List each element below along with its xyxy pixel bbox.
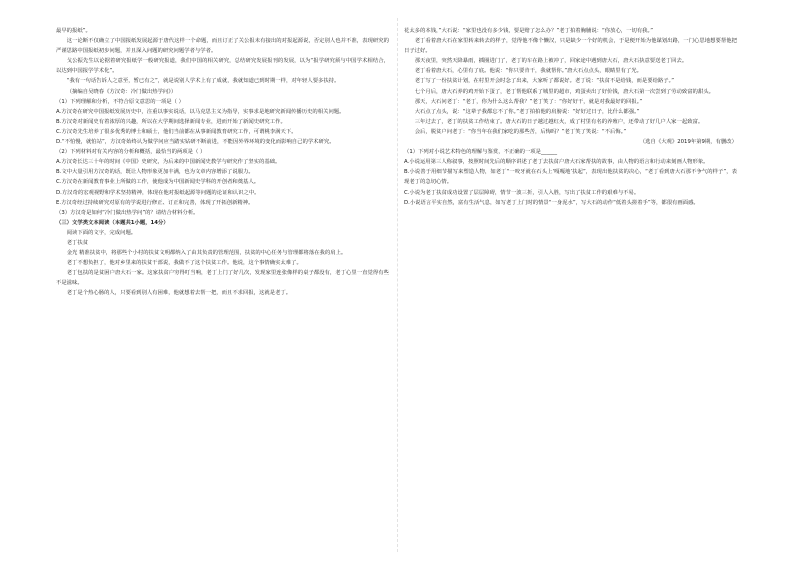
left-column: [56, 26, 389, 299]
left-paragraph: D.方汉奇的宏观视野和学术坚持精神，体现在他对报纸起源等问题的论证和认识之中。: [56, 189, 260, 196]
left-paragraph: 老丁不想负担了，他对乡里来的扶贫干部说，我做不了这个扶贫工作。他说，这个事情确实太难了。: [66, 260, 302, 267]
left-paragraph: 老丁扶贫: [66, 239, 89, 246]
left-paragraph: “我有一句话告诉人之意至，暂已有之”，就是说别人学术上有了成就，我就知道已到时期一样，对年轻人要多扶持。: [66, 78, 340, 85]
left-paragraph: 金光 精准扶贫中，将那些个小村的扶贫文明都纳入了由其负责的管理范围，扶贫的中心任务与管理都将落在我的肩上。: [66, 250, 347, 257]
right-paragraph: 花太多的本钱，”大石说：“家里也没有多少钱，要是赔了怎么办？”老丁拍着胸脯说：“你放心，一切有我。”: [404, 28, 653, 34]
left-paragraph: （摘编自吴晓春《方汉奇：冷门做出热学问》）: [66, 88, 177, 95]
left-paragraph: B.文中大量引用方汉奇的话，既让人物形象更加丰满，也为文章内容增添了说服力。: [56, 169, 254, 176]
left-paragraph: 老丁是个热心肠的人，只要看到别人有困难，他就想着去帮一把，而且不求回报，这就是老丁。: [66, 290, 292, 297]
right-paragraph: （1）下列对小说艺术特色的理解与鉴赏，不正确的一项是______: [404, 149, 558, 156]
right-paragraph: A.小说运用第三人称叙事，按照时间先后的顺序讲述了老丁去扶贫户唐大石家帮扶的故事，由人物的语言和行动来刻画人物形象。: [404, 159, 709, 166]
right-paragraph: 那天夜里，突然天降暴雨，插圈进门了，老丁的车在路上被冲了，回家途中遇到唐大石，唐大石执意要送老丁回去。: [414, 58, 688, 65]
right-paragraph: 三年过去了，老丁的扶贫工作结束了。唐大石的日子越过越红火，成了村里有名的养殖户，还带动了好几户人家一起致富。: [414, 118, 704, 125]
left-paragraph: C.方汉奇在新闻教育事业上所做的工作，使他成为中国新闻史学科的开创者和奠基人。: [56, 179, 260, 186]
left-paragraph: 最早的报纸”。: [56, 28, 91, 34]
right-paragraph: C.小说为老丁扶贫成功设置了层层障碍，情节一波三折，引人入胜，写出了扶贫工作的艰难与不易。: [404, 189, 640, 196]
right-paragraph: 大石点了点头，说：“这辈子我都忘不了你。”老丁拍拍他的肩膀说：“好好过日子，比什么都强。”: [414, 108, 640, 115]
left-paragraph: 这一论断不仅确立了中国报纸发展起源于唐代这样一个命题，而且订正了关公报未有接出的对报起源说，否定别人也并不准，表现研究的严谨思路中国报纸初步问题，并且深入问题的研究问题学者与学者。: [56, 38, 389, 55]
right-paragraph: （选自《大观》2019年第9期，有删改）: [639, 139, 737, 146]
right-paragraph: 会后，脱贫户问老丁：“你当年在我们家吃的那些苦，后悔吗？”老丁笑了笑说：“不后悔。”: [414, 128, 627, 135]
column-divider: [397, 18, 398, 552]
left-paragraph: A.方汉奇长达三十年的时间《中国》史研究，为后来的中国新闻史教学与研究作了坚实的基础。: [56, 159, 281, 166]
left-paragraph: （三）文学类文本阅读（本题共1小题，14分）: [56, 219, 169, 226]
left-paragraph: 戈公振先生以论据着研究报纸学一般研究报道，我们中国的相关研究，总结研究发展报刊的发展，以为“报学研究须与中国学术相结合，以达到中国报学学术化”。: [56, 58, 389, 75]
right-paragraph: D.小说语言平实自然，富有生活气息，如写老丁上门时的情景“一身泥水”，写大石的动作“低着头搓着手”等，都很有画面感。: [404, 199, 699, 206]
left-paragraph: D.“不怕慢，就怕站”，方汉奇始终认为做学问应当踏实钻研不断前进，不能因外界环境的变化而影响自己的学术研究。: [56, 139, 335, 146]
left-paragraph: （3）方汉奇是如何“冷门做出热学问”的？请结合材料分析。: [56, 209, 199, 216]
left-paragraph: E.方汉奇经过持续研究对原有的学说进行修正、订正和完善，体现了开拓创新精神。: [56, 199, 254, 206]
left-paragraph: 老丁包扶的是贫困户唐大石一家。这家扶贫户穷得叮当响，老丁上门了好几次，发现家里连张像样的桌子都没有，老丁心里一直觉得有些不是滋味。: [56, 270, 389, 287]
right-paragraph: 七个月后，唐大石养的鸡开始下蛋了，老丁帮他联系了城里的超市，鸡蛋卖出了好价钱，唐大石第一次尝到了劳动致富的甜头。: [414, 88, 714, 95]
left-paragraph: 阅读下面的文字，完成问题。: [66, 229, 137, 236]
right-paragraph: B.小说善于用细节描写来塑造人物，如老丁“一咬牙就在石头上‘嘎嘎地’扶起”，表现出他扶贫的决心，“老丁看到唐大石那不争气的样子”，表现老丁的急切心情。: [404, 169, 737, 186]
left-paragraph: （1）下列理解和分析，不符合原文意思的一项是（ ）: [56, 98, 185, 105]
left-paragraph: （2）下列材料对有关内容的分析和概括，最恰当的两项是（ ）: [56, 149, 206, 156]
left-paragraph: B.方汉奇对新闻史有着浓厚的兴趣，所以在大学期间选择新闻专业，进而开始了新闻史研究工作。: [56, 118, 286, 125]
right-column: [404, 26, 737, 208]
right-paragraph: 那天，大石问老丁：“老丁，你为什么这么帮我？”老丁笑了：“你好好干，就是对我最好的回报。”: [414, 98, 643, 105]
right-paragraph: 老丁看着唐大石，心里有了底。他说：“你只要肯干，我就帮你。”唐大石点点头，眼睛里有了光。: [414, 68, 642, 75]
right-paragraph: 老丁看着唐大石在家里转来转去的样子，觉得他不像个懒汉，只是缺少一个好的机会，于是便开始为他谋划出路，一门心思地想要帮他把日子过好。: [404, 38, 737, 55]
left-paragraph: C.方汉奇先生培养了很多优秀的博士和硕士，他们当前都在从事新闻教育研究工作，可谓桃李满天下。: [56, 128, 297, 135]
left-paragraph: A.方汉奇在研究中国报纸发展历史中，注重以事实说话，以马克思主义为指导，实事求是地研究新闻传播历史的相关问题。: [56, 108, 345, 115]
right-paragraph: 老丁写了一份扶贫计划，在村里开会时念了出来，大家听了都说好。老丁说：“扶贫不是给钱，而是要给路子。”: [414, 78, 675, 85]
